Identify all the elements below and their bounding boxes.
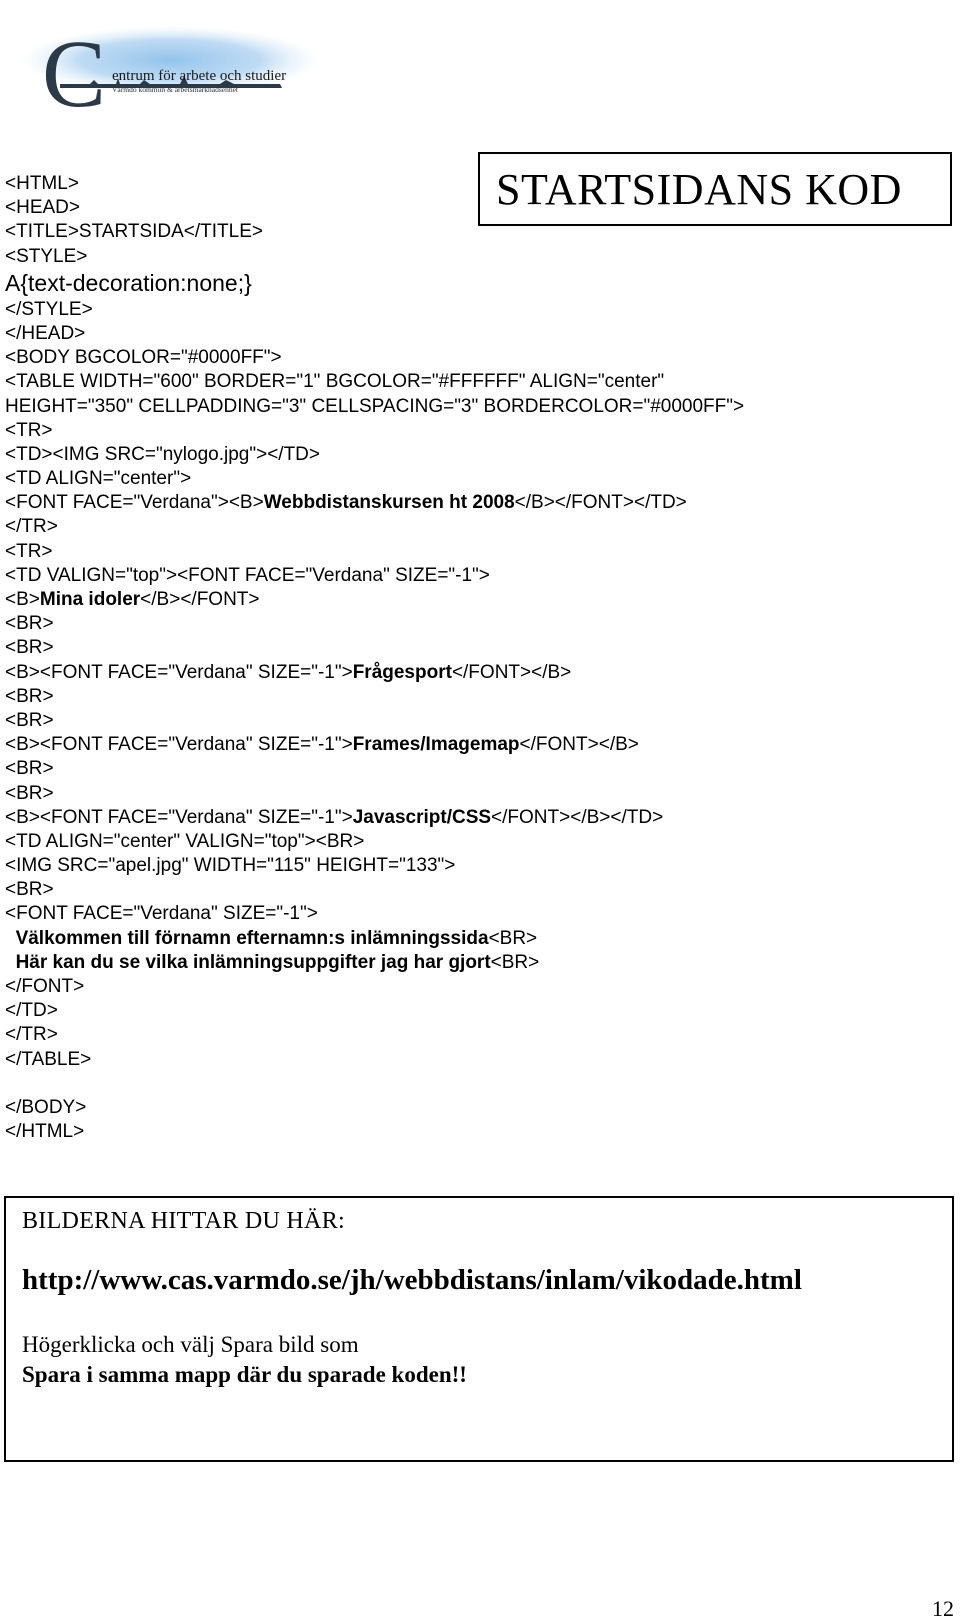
code-line-bold-text: Frågesport: [352, 661, 452, 683]
code-line: [5, 443, 765, 467]
page-number: 12: [932, 1596, 954, 1621]
code-line-text: <BR>: [5, 758, 54, 780]
code-line-text: <TD VALIGN="top"><FONT FACE="Verdana" SIZE="-1">: [5, 564, 490, 586]
code-line: [5, 588, 765, 612]
code-line: [5, 854, 765, 878]
code-line-text: </STYLE>: [5, 298, 93, 320]
code-line-tail-text: </B></FONT></TD>: [514, 492, 687, 514]
code-line-text: <FONT FACE="Verdana"><B>: [5, 492, 264, 514]
code-line-bold-text: Här kan du se vilka inlämningsuppgifter jag har gjort: [15, 951, 491, 973]
code-line-text: [5, 928, 16, 949]
code-line: [5, 298, 765, 322]
code-line: [5, 951, 765, 975]
code-line-tail-text: </FONT></B></TD>: [491, 806, 664, 828]
code-line-text: </TD>: [5, 1000, 58, 1022]
code-line-text: <IMG SRC="apel.jpg" WIDTH="115" HEIGHT="133">: [5, 855, 456, 877]
logo-line2: Värmdö kommun & arbetsmarknadsenhet: [112, 85, 239, 94]
code-line-text: </FONT>: [5, 976, 85, 997]
code-line: [5, 1023, 765, 1047]
code-line-tail-text: </FONT></B>: [519, 734, 639, 756]
code-line-bold-text: Välkommen till förnamn efternamn:s inlämningssida: [15, 927, 489, 949]
code-line-tail-text: </FONT></B>: [451, 661, 572, 683]
code-line: [5, 564, 765, 588]
code-line-text: <B><FONT FACE="Verdana" SIZE="-1">: [5, 661, 353, 683]
code-line-text: <HEAD>: [5, 197, 80, 219]
code-line-text: </TR>: [5, 516, 58, 538]
code-line-tail-text: <BR>: [488, 927, 538, 949]
code-line: [5, 830, 765, 854]
page-title: STARTSIDANS KOD: [496, 164, 902, 214]
code-line: [5, 196, 765, 220]
info-save-note: Spara i samma mapp där du sparade koden!!: [22, 1362, 467, 1387]
code-line-text: <HTML>: [5, 173, 79, 194]
code-line: [5, 245, 765, 269]
info-box: [4, 1196, 954, 1462]
code-line: [5, 269, 765, 298]
code-listing: [5, 172, 765, 1144]
logo-graphic: [20, 8, 320, 116]
code-line: [5, 467, 765, 491]
code-line: [5, 661, 765, 685]
code-line-text: A{text-decoration:none;}: [5, 269, 252, 296]
code-line-text: [5, 952, 16, 973]
code-line: [5, 346, 765, 370]
code-line-bold-text: Webbdistanskursen ht 2008: [263, 492, 515, 514]
code-line-text: <TD><IMG SRC="nylogo.jpg"></TD>: [5, 443, 320, 465]
code-line-text: <BR>: [5, 709, 54, 731]
code-line: [5, 878, 765, 902]
code-line: [5, 782, 765, 806]
code-line-text: <BODY BGCOLOR="#0000FF">: [5, 347, 282, 369]
code-line: [5, 806, 765, 830]
code-line: [5, 999, 765, 1023]
code-line: [5, 540, 765, 564]
code-line-text: <BR>: [5, 613, 54, 635]
code-line-text: <TR>: [5, 419, 53, 441]
code-line: [5, 322, 765, 346]
code-line-bold-text: Javascript/CSS: [352, 806, 492, 828]
logo-line1: entrum för arbete och studier: [112, 68, 287, 84]
code-line: [5, 419, 765, 443]
code-line-text: <B><FONT FACE="Verdana" SIZE="-1">: [5, 734, 353, 756]
code-line-text: <TR>: [5, 540, 53, 562]
info-url[interactable]: http://www.cas.varmdo.se/jh/webbdistans/inlam/vikodade.html: [22, 1264, 802, 1296]
code-line: [5, 370, 765, 394]
code-line: [5, 709, 765, 733]
code-line-text: </BODY>: [5, 1096, 87, 1118]
logo: [20, 8, 320, 116]
code-line-text: HEIGHT="350" CELLPADDING="3" CELLSPACING="3" BORDERCOLOR="#0000FF">: [5, 395, 745, 417]
code-line: [5, 757, 765, 781]
code-line: [5, 636, 765, 660]
code-line: [5, 612, 765, 636]
code-line: [5, 1120, 765, 1144]
code-line-text: </TABLE>: [5, 1048, 92, 1070]
code-line-text: <TD ALIGN="center" VALIGN="top"><BR>: [5, 830, 365, 852]
code-line-text: <BR>: [5, 685, 54, 707]
code-line: [5, 220, 765, 244]
code-line-tail-text: </B></FONT>: [140, 589, 260, 610]
code-line-tail-text: <BR>: [490, 951, 540, 973]
code-line-text: </HTML>: [5, 1121, 85, 1143]
code-line-text: <FONT FACE="Verdana" SIZE="-1">: [5, 903, 318, 925]
code-line-text: <TABLE WIDTH="600" BORDER="1" BGCOLOR="#FFFFFF" ALIGN="center": [5, 371, 665, 393]
code-line-text: <BR>: [5, 782, 54, 804]
code-line: [5, 1096, 765, 1120]
code-line: [5, 515, 765, 539]
code-line: [5, 491, 765, 515]
code-line: [5, 685, 765, 709]
code-line: [5, 395, 765, 419]
info-instruction: Högerklicka och välj Spara bild som: [22, 1332, 359, 1357]
code-line: [5, 1048, 765, 1072]
code-line-text: <B>: [5, 589, 40, 610]
code-line-text: </HEAD>: [5, 322, 86, 344]
logo-letter: C: [42, 20, 107, 116]
code-line-bold-text: Mina idoler: [39, 589, 141, 610]
code-line-text: <TITLE>STARTSIDA</TITLE>: [5, 221, 263, 243]
code-line-text: </TR>: [5, 1024, 58, 1046]
code-line: [5, 902, 765, 926]
code-line-text: <B><FONT FACE="Verdana" SIZE="-1">: [5, 806, 353, 828]
code-line: [5, 927, 765, 951]
code-line-bold-text: Frames/Imagemap: [352, 734, 520, 756]
info-heading: BILDERNA HITTAR DU HÄR:: [22, 1208, 345, 1234]
code-line: [5, 1072, 765, 1096]
code-line-text: <TD ALIGN="center">: [5, 468, 192, 490]
code-line-text: <STYLE>: [5, 245, 88, 267]
code-line: [5, 172, 765, 196]
code-line: [5, 733, 765, 757]
code-line: [5, 975, 765, 999]
code-line-text: <BR>: [5, 879, 54, 901]
code-line-text: <BR>: [5, 637, 54, 659]
